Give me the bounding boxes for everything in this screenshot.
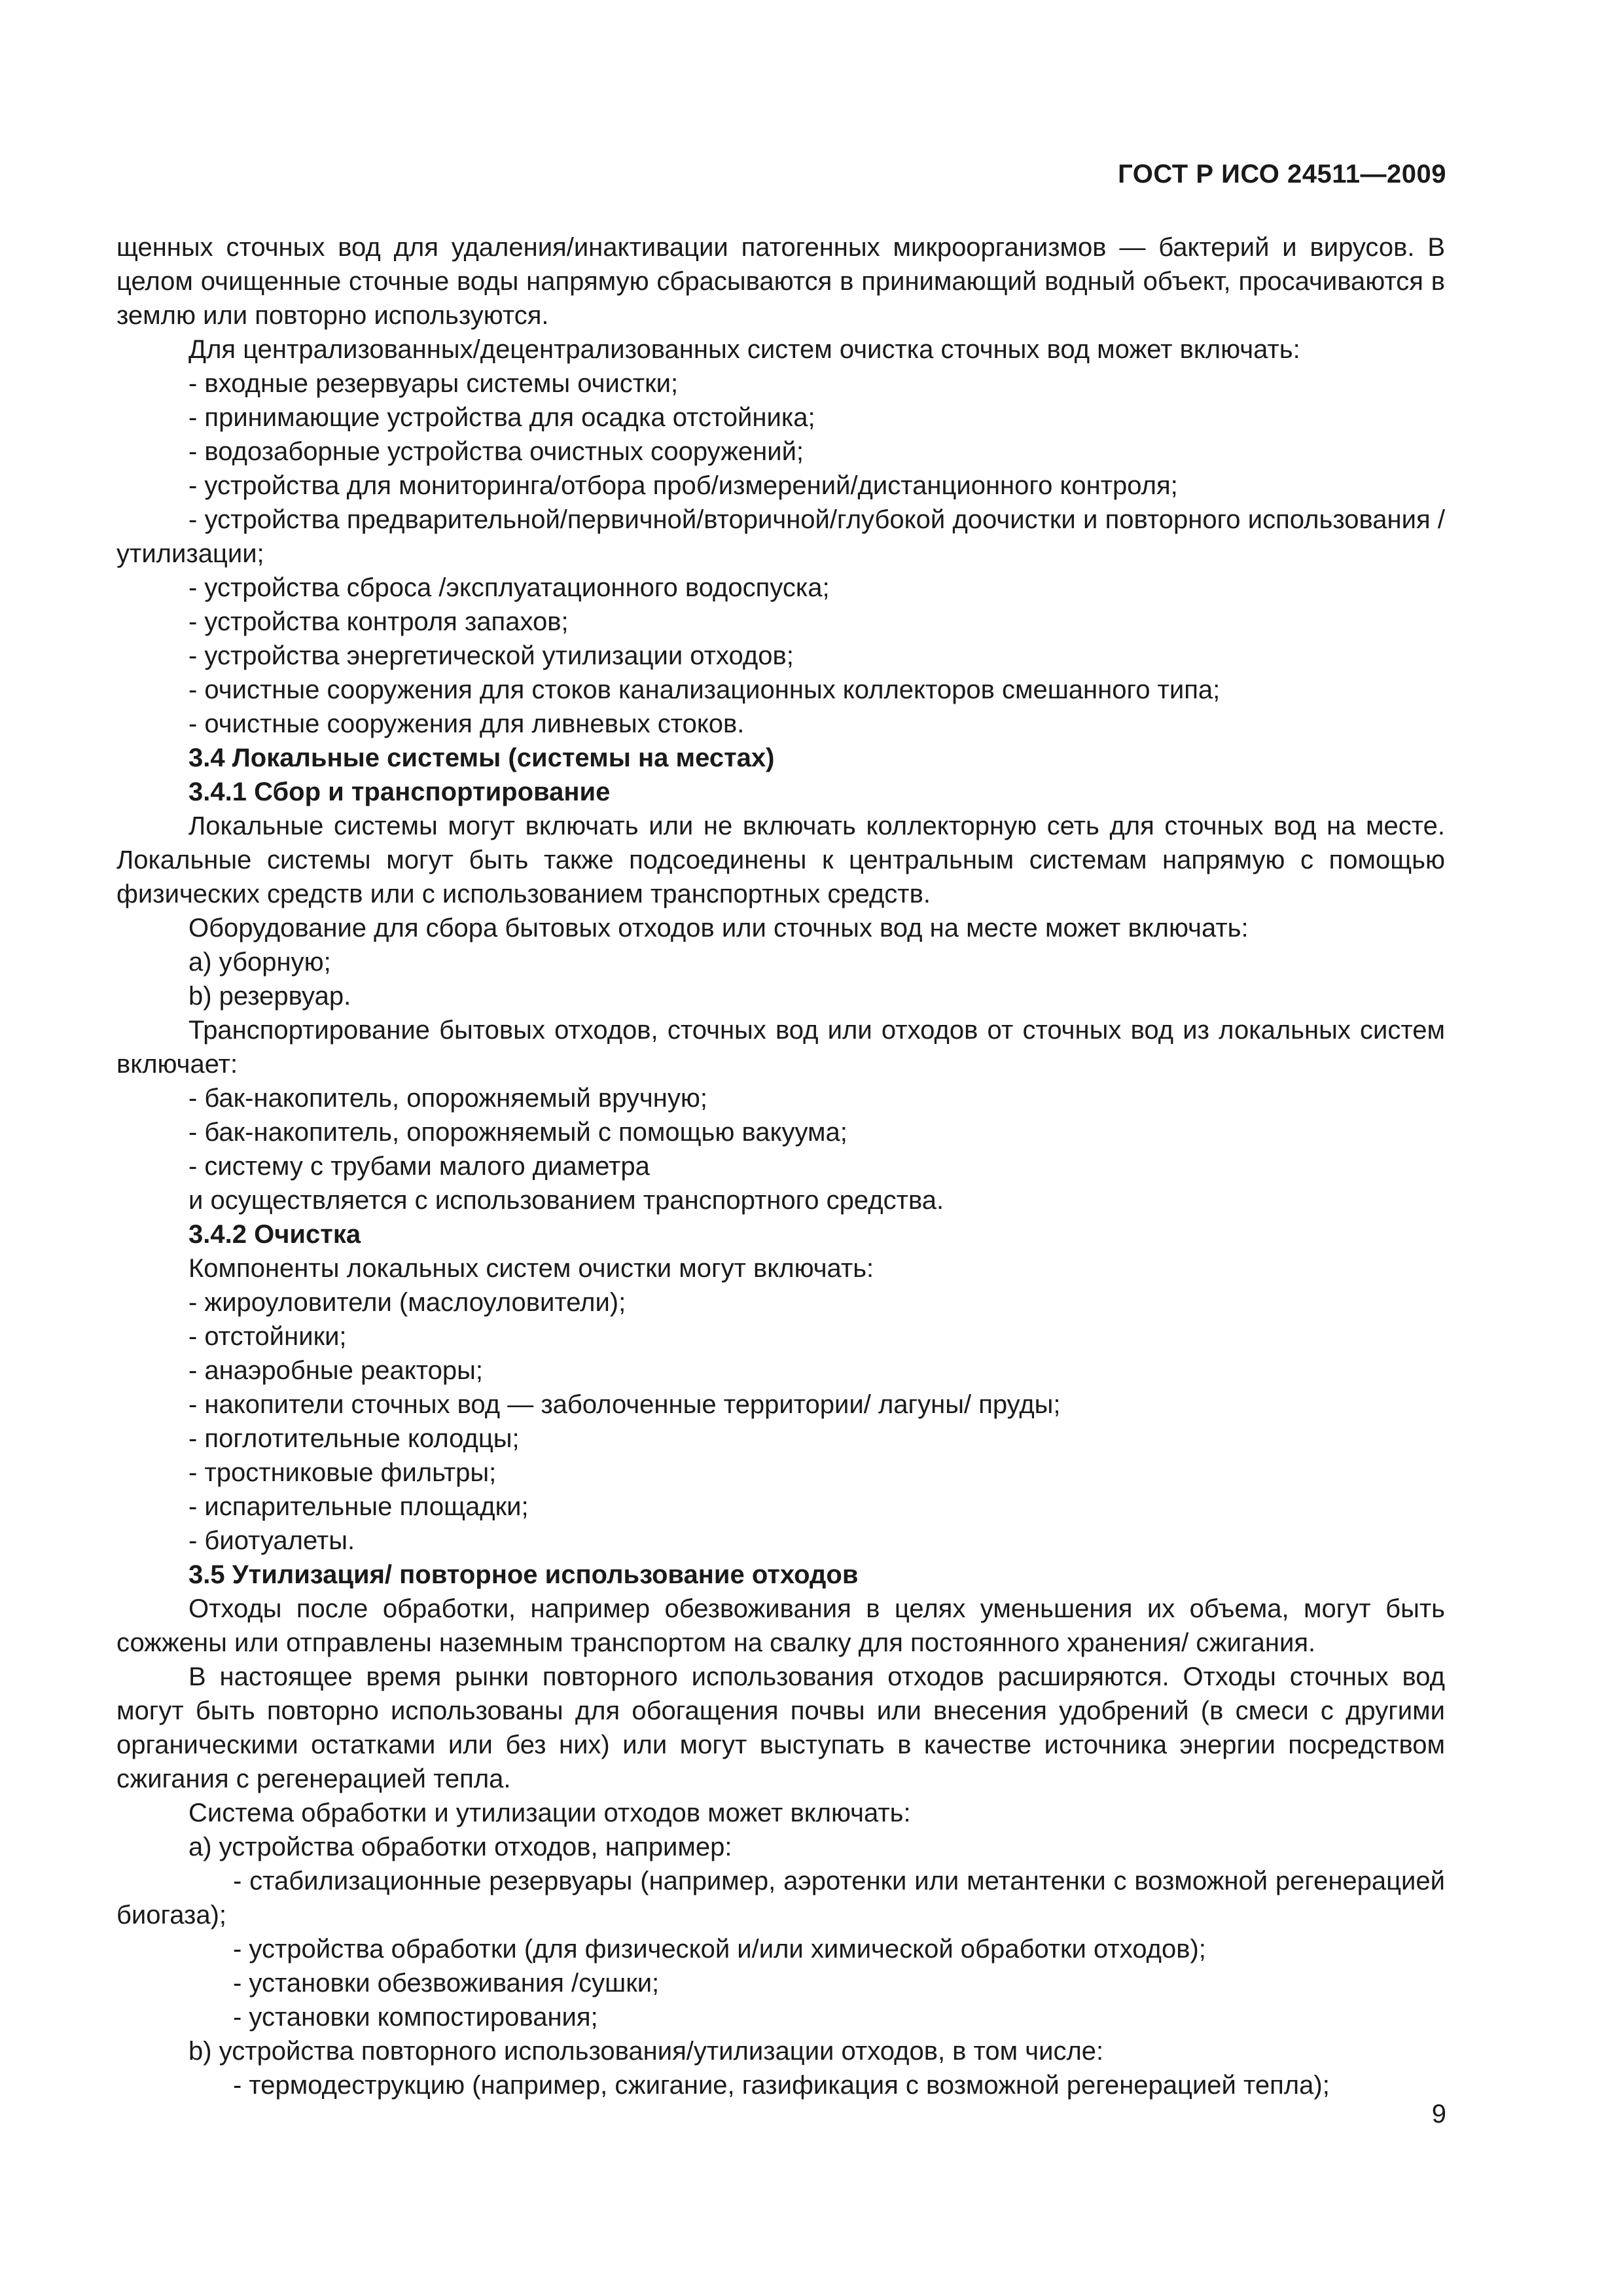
section-heading-3-4-1: 3.4.1 Сбор и транспортирование	[188, 778, 611, 806]
list-item: - очистные сооружения для стоков канализационных коллекторов смешанного типа;	[188, 675, 1221, 704]
list-item: - устройства обработки (для физической и/или химической обработки отходов);	[233, 1935, 1206, 1964]
list-item: - систему с трубами малого диаметра	[188, 1152, 650, 1181]
list-item: - термодеструкцию (например, сжигание, газификация с возможной регенерацией тепла);	[233, 2071, 1330, 2100]
paragraph: Транспортирование бытовых отходов, сточных вод или отходов от сточных вод из локальных систем включает:	[116, 1016, 1445, 1079]
paragraph: щенных сточных вод для удаления/инактивации патогенных микроорганизмов — бактерий и вирусов. В целом очищенные сточные воды напрямую сбрасываются в принимающий водный объект, просачиваются в землю или повторно используются.	[116, 233, 1445, 330]
list-item: - биотуалеты.	[188, 1526, 355, 1555]
list-item: a) уборную;	[188, 948, 331, 977]
list-item: - накопители сточных вод — заболоченные территории/ лагуны/ пруды;	[188, 1390, 1061, 1419]
list-item: a) устройства обработки отходов, например:	[188, 1833, 732, 1861]
section-heading-3-4-2: 3.4.2 Очистка	[188, 1220, 361, 1249]
section-heading-3-4: 3.4 Локальные системы (системы на местах)	[188, 744, 775, 772]
paragraph: Локальные системы могут включать или не включать коллекторную сеть для сточных вод на месте. Локальные системы могут быть также подсоединены к центральным системам напрямую с помощью физических средств или с использованием транспортных средств.	[116, 812, 1445, 908]
list-item: - тростниковые фильтры;	[188, 1458, 497, 1487]
list-item: - очистные сооружения для ливневых стоков.	[188, 709, 745, 738]
list-item: b) устройства повторного использования/утилизации отходов, в том числе:	[188, 2037, 1104, 2066]
list-item: - бак-накопитель, опорожняемый с помощью вакуума;	[188, 1118, 847, 1147]
list-item: - входные резервуары системы очистки;	[188, 369, 679, 398]
list-item: - устройства для мониторинга/отбора проб/измерений/дистанционного контроля;	[188, 471, 1178, 500]
list-item: - устройства энергетической утилизации отходов;	[188, 641, 794, 670]
list-item: - установки компостирования;	[233, 2003, 598, 2032]
paragraph: В настоящее время рынки повторного использования отходов расширяются. Отходы сточных вод могут быть повторно использованы для обогащения почвы или внесения удобрений (в смеси с другими органическими остатками или без них) или могут выступать в качестве источника энергии посредством сжигания с регенерацией тепла.	[116, 1662, 1445, 1793]
paragraph: Отходы после обработки, например обезвоживания в целях уменьшения их объема, могут быть сожжены или отправлены наземным транспортом на свалку для постоянного хранения/ сжигания.	[116, 1594, 1445, 1657]
list-item: - испарительные площадки;	[188, 1492, 529, 1521]
list-item: - стабилизационные резервуары (например, аэротенки или метантенки с возможной регенерацией биогаза);	[116, 1867, 1445, 1929]
page-number: 9	[1431, 2100, 1446, 2128]
list-item: - установки обезвоживания /сушки;	[233, 1969, 660, 1998]
list-item: - устройства контроля запахов;	[188, 607, 569, 636]
list-item: - жироуловители (маслоуловители);	[188, 1288, 626, 1317]
paragraph: Для централизованных/децентрализованных систем очистка сточных вод может включать:	[188, 335, 1300, 364]
paragraph: и осуществляется с использованием транспортного средства.	[188, 1186, 944, 1215]
list-item: - отстойники;	[188, 1322, 347, 1351]
paragraph: Компоненты локальных систем очистки могут включать:	[188, 1254, 874, 1283]
list-item: - поглотительные колодцы;	[188, 1424, 520, 1453]
paragraph: Оборудование для сбора бытовых отходов или сточных вод на месте может включать:	[188, 914, 1249, 942]
list-item: - устройства предварительной/первичной/вторичной/глубокой доочистки и повторного использования /утилизации;	[116, 505, 1445, 568]
document-body	[116, 230, 1445, 2102]
document-number: ГОСТ Р ИСО 24511—2009	[1118, 160, 1446, 188]
list-item: b) резервуар.	[188, 982, 351, 1011]
list-item: - бак-накопитель, опорожняемый вручную;	[188, 1084, 707, 1113]
paragraph: Система обработки и утилизации отходов может включать:	[188, 1799, 911, 1827]
list-item: - анаэробные реакторы;	[188, 1356, 483, 1385]
list-item: - устройства сброса /эксплуатационного водоспуска;	[188, 573, 830, 602]
section-heading-3-5: 3.5 Утилизация/ повторное использование отходов	[188, 1560, 859, 1589]
list-item: - водозаборные устройства очистных сооружений;	[188, 437, 804, 466]
list-item: - принимающие устройства для осадка отстойника;	[188, 403, 815, 432]
